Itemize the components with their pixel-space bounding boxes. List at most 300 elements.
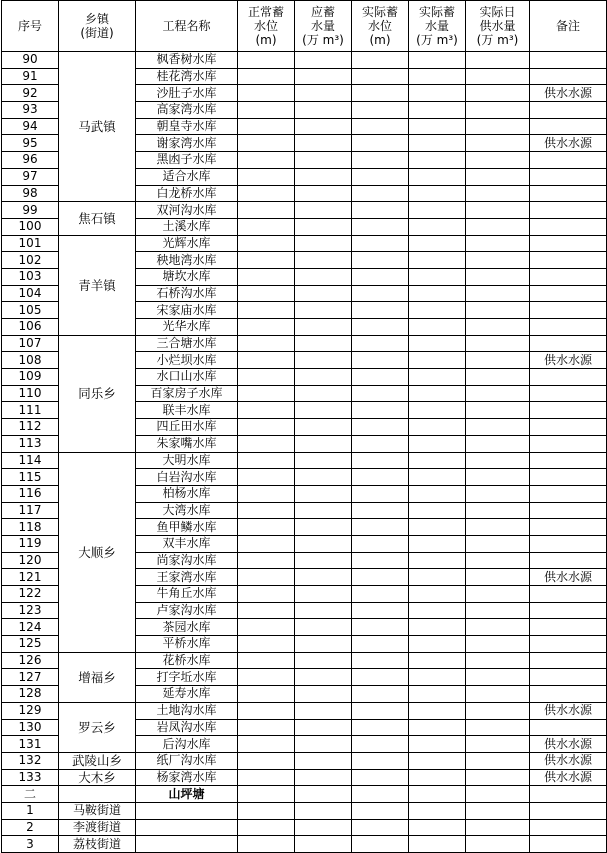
should-storage-cell (295, 435, 352, 452)
normal-level-cell (238, 52, 295, 69)
actual-storage-cell (409, 168, 466, 185)
seq-cell: 103 (2, 268, 59, 285)
daily-supply-cell (466, 535, 530, 552)
remark-cell: 供水水源 (530, 352, 607, 369)
actual-storage-cell (409, 85, 466, 102)
daily-supply-cell (466, 335, 530, 352)
normal-level-cell (238, 786, 295, 803)
actual-level-cell (352, 535, 409, 552)
seq-cell: 98 (2, 185, 59, 202)
header-town: 乡镇 (街道) (59, 1, 136, 52)
actual-level-cell (352, 502, 409, 519)
project-name-cell: 柏杨水库 (136, 485, 238, 502)
daily-supply-cell (466, 419, 530, 436)
seq-cell: 93 (2, 102, 59, 119)
should-storage-cell (295, 285, 352, 302)
project-name-cell: 联丰水库 (136, 402, 238, 419)
actual-storage-cell (409, 452, 466, 469)
remark-cell (530, 202, 607, 219)
should-storage-cell (295, 118, 352, 135)
town-cell: 大木乡 (59, 769, 136, 786)
actual-storage-cell (409, 285, 466, 302)
seq-cell: 102 (2, 252, 59, 269)
actual-storage-cell (409, 385, 466, 402)
seq-cell: 106 (2, 319, 59, 336)
should-storage-cell (295, 452, 352, 469)
actual-level-cell (352, 569, 409, 586)
actual-storage-cell (409, 702, 466, 719)
daily-supply-cell (466, 819, 530, 836)
seq-cell: 104 (2, 285, 59, 302)
should-storage-cell (295, 586, 352, 603)
should-storage-cell (295, 619, 352, 636)
remark-cell (530, 252, 607, 269)
normal-level-cell (238, 552, 295, 569)
seq-cell: 119 (2, 535, 59, 552)
seq-cell: 92 (2, 85, 59, 102)
project-name-cell: 白岩沟水库 (136, 469, 238, 486)
project-name-cell (136, 802, 238, 819)
daily-supply-cell (466, 168, 530, 185)
remark-cell (530, 636, 607, 653)
project-name-cell: 光辉水库 (136, 235, 238, 252)
actual-storage-cell (409, 352, 466, 369)
normal-level-cell (238, 502, 295, 519)
seq-cell: 113 (2, 435, 59, 452)
normal-level-cell (238, 302, 295, 319)
normal-level-cell (238, 736, 295, 753)
actual-level-cell (352, 268, 409, 285)
should-storage-cell (295, 419, 352, 436)
project-name-cell: 鱼甲鳞水库 (136, 519, 238, 536)
normal-level-cell (238, 118, 295, 135)
remark-cell (530, 218, 607, 235)
should-storage-cell (295, 469, 352, 486)
daily-supply-cell (466, 302, 530, 319)
table-row (2, 702, 607, 719)
seq-cell: 116 (2, 485, 59, 502)
remark-cell (530, 385, 607, 402)
actual-level-cell (352, 552, 409, 569)
actual-storage-cell (409, 118, 466, 135)
table-row (2, 652, 607, 669)
project-name-cell: 宋家庙水库 (136, 302, 238, 319)
remark-cell (530, 435, 607, 452)
normal-level-cell (238, 385, 295, 402)
daily-supply-cell (466, 686, 530, 703)
should-storage-cell (295, 519, 352, 536)
header-remark: 备注 (530, 1, 607, 52)
daily-supply-cell (466, 786, 530, 803)
remark-cell (530, 285, 607, 302)
seq-cell: 二 (2, 786, 59, 803)
seq-cell: 130 (2, 719, 59, 736)
table-row (2, 752, 607, 769)
seq-cell: 96 (2, 152, 59, 169)
seq-cell: 97 (2, 168, 59, 185)
seq-cell: 105 (2, 302, 59, 319)
town-cell: 马鞍街道 (59, 802, 136, 819)
header-should-storage: 应蓄 水量 (万 m³) (295, 1, 352, 52)
should-storage-cell (295, 102, 352, 119)
daily-supply-cell (466, 802, 530, 819)
seq-cell: 108 (2, 352, 59, 369)
remark-cell (530, 235, 607, 252)
seq-cell: 129 (2, 702, 59, 719)
should-storage-cell (295, 185, 352, 202)
daily-supply-cell (466, 669, 530, 686)
normal-level-cell (238, 268, 295, 285)
daily-supply-cell (466, 652, 530, 669)
should-storage-cell (295, 602, 352, 619)
should-storage-cell (295, 752, 352, 769)
actual-level-cell (352, 319, 409, 336)
remark-cell (530, 719, 607, 736)
seq-cell: 111 (2, 402, 59, 419)
actual-level-cell (352, 85, 409, 102)
actual-storage-cell (409, 652, 466, 669)
actual-level-cell (352, 285, 409, 302)
actual-level-cell (352, 702, 409, 719)
project-name-cell: 茶园水库 (136, 619, 238, 636)
actual-level-cell (352, 202, 409, 219)
actual-level-cell (352, 52, 409, 69)
should-storage-cell (295, 802, 352, 819)
actual-storage-cell (409, 218, 466, 235)
seq-cell: 118 (2, 519, 59, 536)
should-storage-cell (295, 302, 352, 319)
normal-level-cell (238, 185, 295, 202)
seq-cell: 101 (2, 235, 59, 252)
table-body (2, 52, 607, 853)
should-storage-cell (295, 552, 352, 569)
seq-cell: 95 (2, 135, 59, 152)
normal-level-cell (238, 319, 295, 336)
normal-level-cell (238, 218, 295, 235)
actual-level-cell (352, 519, 409, 536)
seq-cell: 133 (2, 769, 59, 786)
actual-level-cell (352, 586, 409, 603)
project-name-cell: 朱家嘴水库 (136, 435, 238, 452)
daily-supply-cell (466, 435, 530, 452)
seq-cell: 117 (2, 502, 59, 519)
table-row (2, 452, 607, 469)
remark-cell (530, 552, 607, 569)
daily-supply-cell (466, 152, 530, 169)
daily-supply-cell (466, 319, 530, 336)
seq-cell: 112 (2, 419, 59, 436)
project-name-cell: 尚家沟水库 (136, 552, 238, 569)
daily-supply-cell (466, 519, 530, 536)
town-cell: 罗云乡 (59, 702, 136, 752)
daily-supply-cell (466, 385, 530, 402)
remark-cell (530, 68, 607, 85)
normal-level-cell (238, 485, 295, 502)
header-daily-supply: 实际日 供水量 (万 m³) (466, 1, 530, 52)
project-name-cell: 适合水库 (136, 168, 238, 185)
actual-storage-cell (409, 786, 466, 803)
remark-cell (530, 452, 607, 469)
daily-supply-cell (466, 68, 530, 85)
actual-level-cell (352, 135, 409, 152)
seq-cell: 2 (2, 819, 59, 836)
remark-cell (530, 469, 607, 486)
seq-cell: 128 (2, 686, 59, 703)
project-name-cell: 水口山水库 (136, 369, 238, 386)
table-row (2, 335, 607, 352)
normal-level-cell (238, 85, 295, 102)
actual-storage-cell (409, 636, 466, 653)
actual-storage-cell (409, 552, 466, 569)
project-name-cell: 秧地湾水库 (136, 252, 238, 269)
normal-level-cell (238, 352, 295, 369)
remark-cell (530, 302, 607, 319)
remark-cell (530, 335, 607, 352)
should-storage-cell (295, 485, 352, 502)
normal-level-cell (238, 802, 295, 819)
header-normal-level: 正常蓄 水位 (m) (238, 1, 295, 52)
remark-cell: 供水水源 (530, 85, 607, 102)
actual-storage-cell (409, 669, 466, 686)
actual-level-cell (352, 802, 409, 819)
project-name-cell: 大湾水库 (136, 502, 238, 519)
remark-cell (530, 819, 607, 836)
remark-cell (530, 502, 607, 519)
should-storage-cell (295, 786, 352, 803)
daily-supply-cell (466, 218, 530, 235)
should-storage-cell (295, 385, 352, 402)
seq-cell: 115 (2, 469, 59, 486)
normal-level-cell (238, 636, 295, 653)
section-title-cell: 山坪塘 (136, 786, 238, 803)
should-storage-cell (295, 819, 352, 836)
seq-cell: 109 (2, 369, 59, 386)
header-actual-level: 实际蓄 水位 (m) (352, 1, 409, 52)
project-name-cell: 延寿水库 (136, 686, 238, 703)
actual-storage-cell (409, 419, 466, 436)
daily-supply-cell (466, 52, 530, 69)
town-cell: 荔枝街道 (59, 836, 136, 853)
should-storage-cell (295, 202, 352, 219)
actual-level-cell (352, 385, 409, 402)
actual-level-cell (352, 235, 409, 252)
actual-level-cell (352, 719, 409, 736)
seq-cell: 124 (2, 619, 59, 636)
project-name-cell: 桂花湾水库 (136, 68, 238, 85)
project-name-cell: 平桥水库 (136, 636, 238, 653)
actual-level-cell (352, 736, 409, 753)
actual-storage-cell (409, 769, 466, 786)
daily-supply-cell (466, 752, 530, 769)
project-name-cell: 打字坵水库 (136, 669, 238, 686)
project-name-cell: 白龙桥水库 (136, 185, 238, 202)
project-name-cell: 黑凼子水库 (136, 152, 238, 169)
town-cell: 焦石镇 (59, 202, 136, 235)
actual-storage-cell (409, 686, 466, 703)
should-storage-cell (295, 68, 352, 85)
should-storage-cell (295, 636, 352, 653)
daily-supply-cell (466, 569, 530, 586)
remark-cell (530, 118, 607, 135)
remark-cell (530, 185, 607, 202)
actual-level-cell (352, 168, 409, 185)
actual-storage-cell (409, 402, 466, 419)
actual-level-cell (352, 686, 409, 703)
daily-supply-cell (466, 452, 530, 469)
normal-level-cell (238, 469, 295, 486)
actual-storage-cell (409, 52, 466, 69)
actual-storage-cell (409, 268, 466, 285)
actual-storage-cell (409, 369, 466, 386)
normal-level-cell (238, 452, 295, 469)
should-storage-cell (295, 686, 352, 703)
actual-level-cell (352, 452, 409, 469)
should-storage-cell (295, 569, 352, 586)
daily-supply-cell (466, 469, 530, 486)
normal-level-cell (238, 152, 295, 169)
actual-storage-cell (409, 252, 466, 269)
town-cell: 马武镇 (59, 52, 136, 202)
table-row (2, 235, 607, 252)
actual-level-cell (352, 402, 409, 419)
daily-supply-cell (466, 636, 530, 653)
actual-storage-cell (409, 569, 466, 586)
should-storage-cell (295, 168, 352, 185)
actual-storage-cell (409, 535, 466, 552)
should-storage-cell (295, 402, 352, 419)
project-name-cell: 高家湾水库 (136, 102, 238, 119)
remark-cell (530, 802, 607, 819)
remark-cell (530, 152, 607, 169)
town-cell (59, 786, 136, 803)
actual-storage-cell (409, 469, 466, 486)
daily-supply-cell (466, 118, 530, 135)
seq-cell: 1 (2, 802, 59, 819)
project-name-cell: 沙肚子水库 (136, 85, 238, 102)
remark-cell: 供水水源 (530, 752, 607, 769)
actual-storage-cell (409, 102, 466, 119)
daily-supply-cell (466, 485, 530, 502)
actual-storage-cell (409, 736, 466, 753)
remark-cell: 供水水源 (530, 736, 607, 753)
actual-storage-cell (409, 435, 466, 452)
remark-cell: 供水水源 (530, 702, 607, 719)
should-storage-cell (295, 252, 352, 269)
should-storage-cell (295, 335, 352, 352)
should-storage-cell (295, 85, 352, 102)
remark-cell (530, 619, 607, 636)
table-row (2, 802, 607, 819)
actual-storage-cell (409, 235, 466, 252)
project-name-cell: 三合塘水库 (136, 335, 238, 352)
should-storage-cell (295, 652, 352, 669)
seq-cell: 125 (2, 636, 59, 653)
daily-supply-cell (466, 586, 530, 603)
daily-supply-cell (466, 185, 530, 202)
daily-supply-cell (466, 602, 530, 619)
remark-cell: 供水水源 (530, 135, 607, 152)
actual-storage-cell (409, 519, 466, 536)
actual-storage-cell (409, 319, 466, 336)
remark-cell (530, 168, 607, 185)
remark-cell (530, 319, 607, 336)
normal-level-cell (238, 68, 295, 85)
normal-level-cell (238, 102, 295, 119)
header-seq: 序号 (2, 1, 59, 52)
daily-supply-cell (466, 202, 530, 219)
normal-level-cell (238, 586, 295, 603)
project-name-cell: 朝皇寺水库 (136, 118, 238, 135)
project-name-cell: 纸厂沟水库 (136, 752, 238, 769)
header-actual-storage: 实际蓄 水量 (万 m³) (409, 1, 466, 52)
seq-cell: 121 (2, 569, 59, 586)
actual-level-cell (352, 435, 409, 452)
should-storage-cell (295, 268, 352, 285)
actual-level-cell (352, 669, 409, 686)
actual-storage-cell (409, 619, 466, 636)
table-row (2, 52, 607, 69)
actual-storage-cell (409, 802, 466, 819)
daily-supply-cell (466, 285, 530, 302)
seq-cell: 131 (2, 736, 59, 753)
remark-cell (530, 102, 607, 119)
reservoir-table (1, 0, 607, 853)
remark-cell (530, 52, 607, 69)
should-storage-cell (295, 152, 352, 169)
actual-level-cell (352, 752, 409, 769)
actual-level-cell (352, 469, 409, 486)
remark-cell (530, 419, 607, 436)
normal-level-cell (238, 402, 295, 419)
seq-cell: 110 (2, 385, 59, 402)
seq-cell: 91 (2, 68, 59, 85)
project-name-cell: 杨家湾水库 (136, 769, 238, 786)
remark-cell (530, 369, 607, 386)
actual-level-cell (352, 185, 409, 202)
should-storage-cell (295, 369, 352, 386)
actual-level-cell (352, 68, 409, 85)
daily-supply-cell (466, 769, 530, 786)
project-name-cell (136, 819, 238, 836)
town-cell: 武陵山乡 (59, 752, 136, 769)
remark-cell (530, 602, 607, 619)
project-name-cell: 后沟水库 (136, 736, 238, 753)
project-name-cell: 岩凤沟水库 (136, 719, 238, 736)
project-name-cell: 百家房子水库 (136, 385, 238, 402)
remark-cell (530, 535, 607, 552)
table-row (2, 769, 607, 786)
daily-supply-cell (466, 552, 530, 569)
seq-cell: 127 (2, 669, 59, 686)
seq-cell: 100 (2, 218, 59, 235)
seq-cell: 3 (2, 836, 59, 853)
actual-level-cell (352, 652, 409, 669)
actual-level-cell (352, 302, 409, 319)
actual-level-cell (352, 602, 409, 619)
project-name-cell: 双河沟水库 (136, 202, 238, 219)
should-storage-cell (295, 218, 352, 235)
seq-cell: 126 (2, 652, 59, 669)
header-project-name: 工程名称 (136, 1, 238, 52)
should-storage-cell (295, 736, 352, 753)
seq-cell: 132 (2, 752, 59, 769)
project-name-cell: 小烂坝水库 (136, 352, 238, 369)
normal-level-cell (238, 819, 295, 836)
daily-supply-cell (466, 102, 530, 119)
remark-cell: 供水水源 (530, 769, 607, 786)
remark-cell (530, 786, 607, 803)
daily-supply-cell (466, 702, 530, 719)
